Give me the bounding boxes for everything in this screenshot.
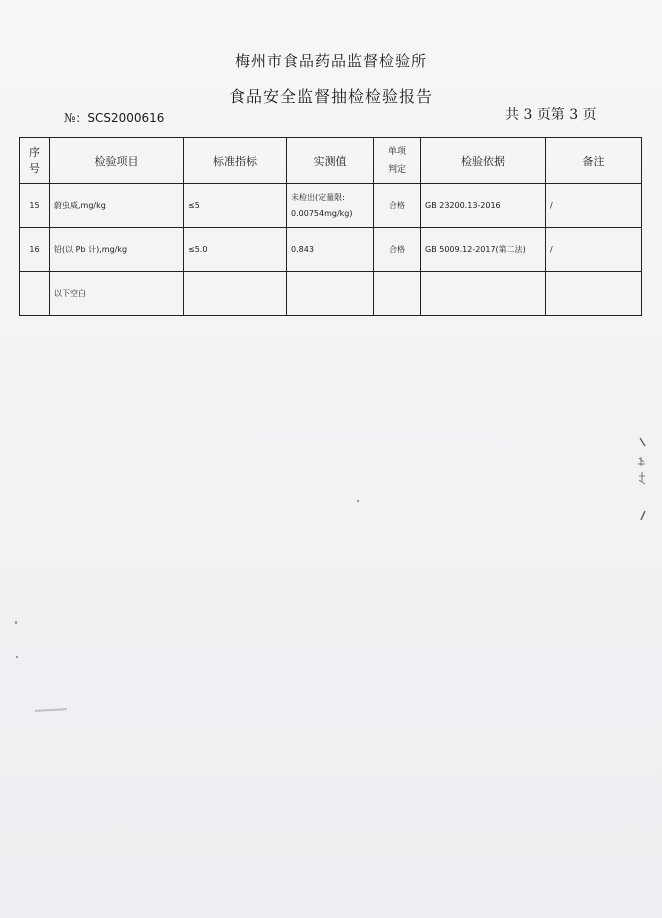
scan-dot — [16, 656, 18, 658]
report-number-label: №： — [64, 111, 88, 125]
cell-remark: / — [546, 184, 642, 228]
table-row — [20, 272, 642, 316]
cell-measured — [287, 272, 374, 316]
seam-stamp-mark — [636, 436, 650, 526]
table-header-row — [20, 138, 642, 184]
cell-remark — [546, 272, 642, 316]
header-judge-line2: 判定 — [387, 164, 406, 175]
cell-item: 铅(以 Pb 计),mg/kg — [50, 228, 184, 272]
cell-judge: 合格 — [374, 228, 421, 272]
header-judge — [374, 138, 421, 184]
table-row — [20, 184, 642, 228]
scan-dot — [357, 500, 359, 502]
report-number-value: SCS2000616 — [87, 111, 165, 125]
header-seq — [20, 138, 50, 184]
cell-measured-line1: 0.843 — [291, 244, 314, 254]
cell-basis: GB 5009.12-2017(第二法) — [421, 228, 546, 272]
cell-basis: GB 23200.13-2016 — [421, 184, 546, 228]
cell-measured — [287, 184, 374, 228]
header-standard: 标准指标 — [184, 138, 287, 184]
cell-standard — [184, 272, 287, 316]
cell-seq — [20, 272, 50, 316]
cell-measured-line1: 未检出(定量限: — [291, 192, 345, 202]
scan-dash-mark — [35, 708, 67, 712]
scan-dot — [15, 621, 17, 624]
results-table — [19, 137, 642, 316]
report-title: 食品安全监督抽检检验报告 — [228, 87, 433, 106]
cell-judge: 合格 — [374, 184, 421, 228]
header-seq-line2: 号 — [29, 161, 40, 175]
header-seq-line1: 序 — [29, 145, 40, 159]
cell-standard: ≤5 — [184, 184, 287, 228]
table-row — [20, 228, 642, 272]
cell-remark: / — [546, 228, 642, 272]
cell-standard: ≤5.0 — [184, 228, 287, 272]
header-judge-line1: 单项 — [387, 146, 406, 157]
header-remark: 备注 — [546, 138, 642, 184]
header-item: 检验项目 — [50, 138, 184, 184]
report-number — [64, 109, 164, 126]
cell-seq: 16 — [20, 228, 50, 272]
cell-judge — [374, 272, 421, 316]
institution-name: 梅州市食品药品监督检验所 — [234, 52, 427, 70]
cell-measured — [287, 228, 374, 272]
cell-item: 蔚虫威,mg/kg — [50, 184, 184, 228]
page-indicator: 共 3 页第 3 页 — [505, 107, 597, 123]
cell-basis — [421, 272, 546, 316]
cell-seq: 15 — [20, 184, 50, 228]
header-measured: 实测值 — [287, 138, 374, 184]
cell-measured-line2: 0.00754mg/kg) — [291, 208, 353, 218]
header-basis: 检验依据 — [421, 138, 546, 184]
cell-item: 以下空白 — [50, 272, 184, 316]
